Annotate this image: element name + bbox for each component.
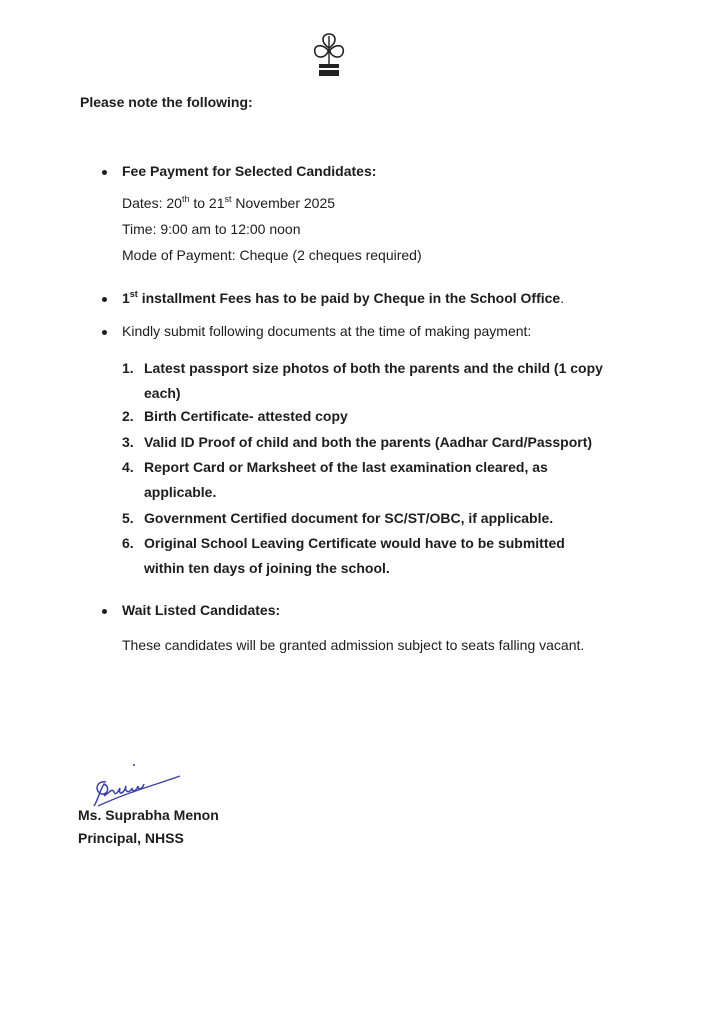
list-item-number: 4. [122, 459, 134, 475]
list-item-number: 2. [122, 408, 134, 424]
signatory-name: Ms. Suprabha Menon [78, 807, 219, 823]
bullet-icon [102, 297, 107, 302]
fee-dates [122, 195, 335, 211]
bullet-icon [102, 170, 107, 175]
fee-mode: Mode of Payment: Cheque (2 cheques required) [122, 247, 422, 263]
signature-scrawl-icon [88, 762, 188, 812]
list-item-text: Valid ID Proof of child and both the parents (Aadhar Card/Passport) [144, 434, 593, 450]
school-logo [307, 30, 351, 80]
list-item-number: 5. [122, 510, 134, 526]
list-item-text-cont: within ten days of joining the school. [144, 560, 390, 576]
school-emblem-icon [307, 30, 351, 80]
list-item-text: Latest passport size photos of both the parents and the child (1 copy [144, 360, 603, 376]
dates-label: Dates: [122, 195, 167, 211]
list-item-number: 3. [122, 434, 134, 450]
fee-time: Time: 9:00 am to 12:00 noon [122, 221, 301, 237]
list-item-text-cont: applicable. [144, 484, 217, 500]
list-item-text: Report Card or Marksheet of the last examination cleared, as [144, 459, 548, 475]
installment-num: 1 [122, 290, 130, 306]
list-item-text: Original School Leaving Certificate would have to be submitted [144, 535, 565, 551]
date-rest: November 2025 [231, 195, 336, 211]
documents-intro: Kindly submit following documents at the time of making payment: [122, 323, 532, 339]
installment-period: . [560, 290, 565, 306]
fee-section-title: Fee Payment for Selected Candidates: [122, 163, 377, 179]
bullet-icon [102, 330, 107, 335]
date-end: 21 [208, 195, 225, 211]
bullet-icon [102, 609, 107, 614]
list-item-number: 1. [122, 360, 134, 376]
installment-text: installment Fees has to be paid by Cheque in the School Office [137, 290, 561, 306]
installment-note [122, 290, 564, 306]
notice-heading: Please note the following: [80, 94, 253, 110]
date-start-sup: th [181, 194, 190, 204]
list-item-text: Government Certified document for SC/ST/OBC, if applicable. [144, 510, 554, 526]
list-item-number: 6. [122, 535, 134, 551]
signature [88, 762, 188, 812]
list-item-text: Birth Certificate- attested copy [144, 408, 348, 424]
installment-sup: st [129, 289, 138, 299]
signatory-designation: Principal, NHSS [78, 830, 184, 846]
waitlist-text: These candidates will be granted admission subject to seats falling vacant. [122, 637, 585, 653]
list-item-text-cont: each) [144, 385, 181, 401]
date-to: to [189, 195, 209, 211]
date-start: 20 [166, 195, 182, 211]
waitlist-title: Wait Listed Candidates: [122, 602, 281, 618]
date-end-sup: st [224, 194, 232, 204]
